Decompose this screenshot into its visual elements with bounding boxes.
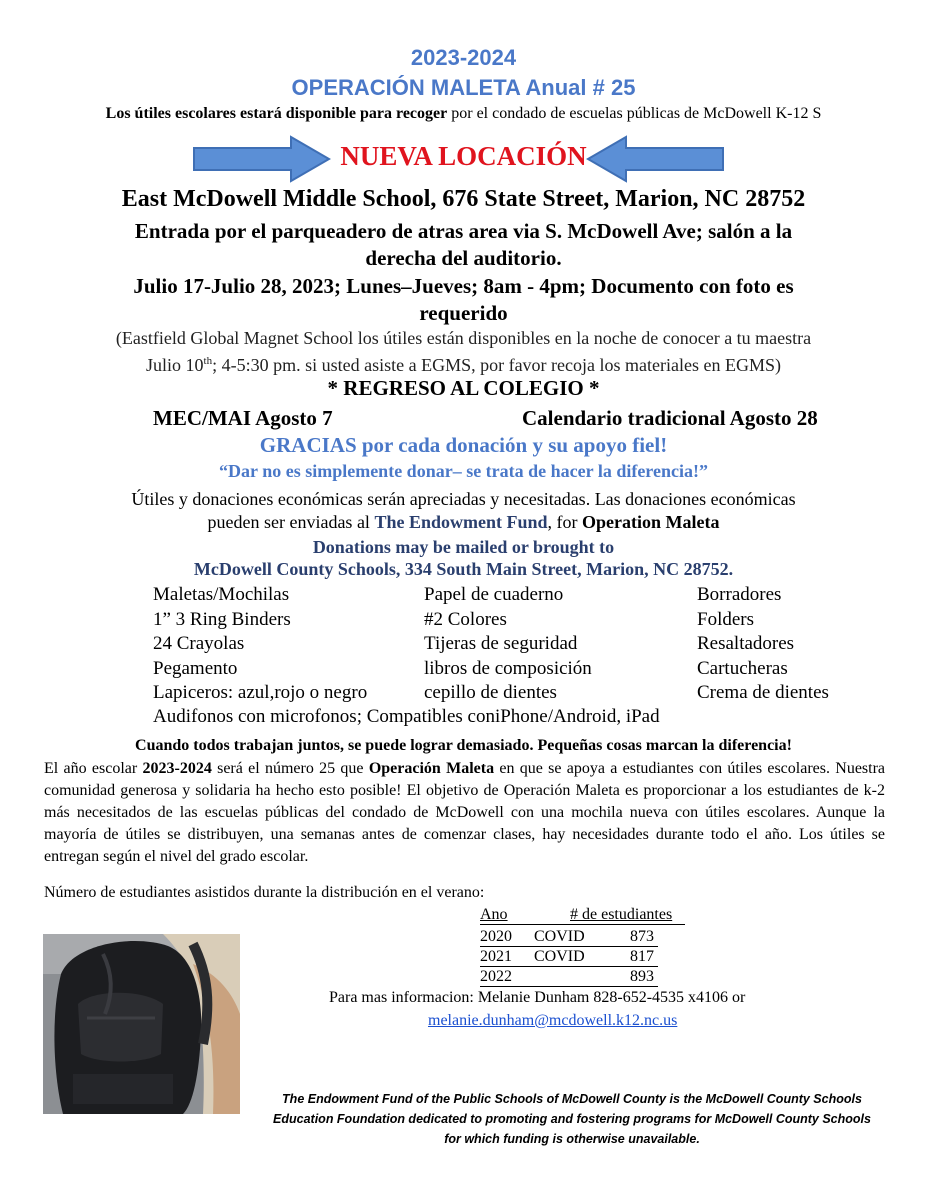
dates-line-1: Julio 17-Julio 28, 2023; Lunes–Jueves; 8am - 4pm; Documento con foto es: [133, 274, 794, 298]
table-row-count: 817: [630, 948, 654, 965]
footer-line-1: The Endowment Fund of the Public Schools of McDowell County is the McDowell County Schools: [282, 1092, 862, 1106]
table-header-students: # de estudiantes: [570, 906, 673, 923]
mail-line-2: McDowell County Schools, 334 South Main Street, Marion, NC 28752.: [193, 559, 734, 579]
dates-line-2: requerido: [419, 301, 508, 325]
intro-bold: Los útiles escolares estará disponible para recoger: [105, 105, 448, 122]
supply-item: Borradores: [697, 584, 782, 605]
intro-line: [0, 105, 927, 123]
slogan: Cuando todos trabajan juntos, se puede lograr demasiado. Pequeñas cosas marcan la diferencia!: [135, 737, 792, 754]
pickup-dates: [40, 273, 887, 327]
table-row-year: 2020: [480, 928, 512, 945]
eastfield-line-2: Julio 10th; 4-5:30 pm. si usted asiste a EGMS, por favor recoja los materiales en EGMS): [146, 355, 781, 375]
flyer-title: OPERACIÓN MALETA Anual # 25: [291, 75, 636, 100]
new-location-heading: NUEVA LOCACIÓN: [340, 141, 587, 171]
mec-date: MEC/MAI Agosto 7: [153, 406, 333, 430]
table-header-year: Ano: [480, 906, 508, 923]
supply-item: Crema de dientes: [697, 682, 829, 703]
donations-line-2: pueden ser enviadas al The Endowment Fund, for Operation Maleta: [207, 512, 720, 532]
supply-item: Maletas/Mochilas: [153, 584, 290, 605]
supply-item-headphones: Audifonos con microfonos; Compatibles coniPhone/Android, iPad: [153, 706, 660, 727]
mail-line-1: Donations may be mailed or brought to: [312, 537, 615, 557]
table-rule: [480, 986, 658, 987]
supply-item: Papel de cuaderno: [424, 584, 564, 605]
traditional-date: Calendario tradicional Agosto 28: [522, 406, 818, 430]
table-rule: [480, 924, 685, 925]
entrance-directions: [40, 218, 887, 272]
supply-item: 1” 3 Ring Binders: [153, 609, 291, 630]
donations-text: [30, 488, 897, 534]
table-row-year: 2022: [480, 968, 512, 985]
intro-rest: por el condado de escuelas públicas de McDowell K-12 S: [447, 105, 822, 122]
supply-item: Pegamento: [153, 658, 238, 679]
student-backpack-photo: [43, 934, 240, 1114]
endowment-footer: [252, 1089, 892, 1149]
eastfield-note: [40, 327, 887, 377]
supply-item: 24 Crayolas: [153, 633, 245, 654]
endowment-fund-name: The Endowment Fund: [374, 512, 548, 532]
supply-item: cepillo de dientes: [424, 682, 557, 703]
quote-line: “Dar no es simplemente donar– se trata de hacer la diferencia!”: [219, 461, 708, 481]
table-row-year: 2021: [480, 948, 512, 965]
supply-item: #2 Colores: [424, 609, 507, 630]
description-paragraph: El año escolar 2023-2024 será el número 25 que Operación Maleta en que se apoya a estudiantes con útiles escolares. Nuestra comunidad generosa y solidaria ha hecho esto posible! El objetivo de Operación Maleta es proporcionar a los estudiantes de k-2 más necesitados de las escuelas públicas del condado de McDowell con una mochila nueva con útiles escolares. Aunque la mayoría de útiles se distribuyen, una semanas antes de comenzar clases, hay necesidades durante todo el año. Los útiles se entregan según el nivel del grado escolar.: [44, 760, 886, 865]
operation-name: Operation Maleta: [582, 512, 720, 532]
supply-item: Cartucheras: [697, 658, 788, 679]
entrance-line-1: Entrada por el parqueadero de atras area via S. McDowell Ave; salón a la: [134, 219, 793, 243]
footer-line-2: Education Foundation dedicated to promoting and fostering programs for McDowell County Schools: [273, 1112, 871, 1126]
eastfield-line-1: (Eastfield Global Magnet School los útiles están disponibles en la noche de conocer a tu maestra: [115, 328, 812, 348]
contact-email-link[interactable]: melanie.dunham@mcdowell.k12.nc.us: [428, 1012, 678, 1029]
contact-info: Para mas informacion: Melanie Dunham 828-652-4535 x4106 or: [329, 989, 746, 1006]
table-row-count: 893: [630, 968, 654, 985]
footer-line-3: for which funding is otherwise unavailable.: [444, 1132, 700, 1146]
supply-item: Lapiceros: azul,rojo o negro: [153, 682, 368, 703]
supply-item: Resaltadores: [697, 633, 795, 654]
supply-item: Folders: [697, 609, 754, 630]
table-rule: [480, 966, 658, 967]
table-row-note: COVID: [534, 948, 585, 965]
table-row-note: COVID: [534, 928, 585, 945]
table-rule: [480, 946, 658, 947]
students-assisted-label: Número de estudiantes asistidos durante la distribución en el verano:: [44, 884, 485, 901]
table-row-count: 873: [630, 928, 654, 945]
thanks-line: GRACIAS por cada donación y su apoyo fiel!: [259, 433, 668, 457]
back-to-school-heading: * REGRESO AL COLEGIO *: [327, 376, 600, 400]
supply-item: libros de composición: [424, 658, 592, 679]
left-arrow-icon: [586, 135, 724, 183]
entrance-line-2: derecha del auditorio.: [365, 246, 562, 270]
donations-line-1: Útiles y donaciones económicas serán apreciadas y necesitadas. Las donaciones económicas: [131, 489, 796, 509]
flyer-year: 2023-2024: [410, 45, 517, 70]
school-address: East McDowell Middle School, 676 State Street, Marion, NC 28752: [121, 186, 806, 212]
supply-item: Tijeras de seguridad: [424, 633, 578, 654]
